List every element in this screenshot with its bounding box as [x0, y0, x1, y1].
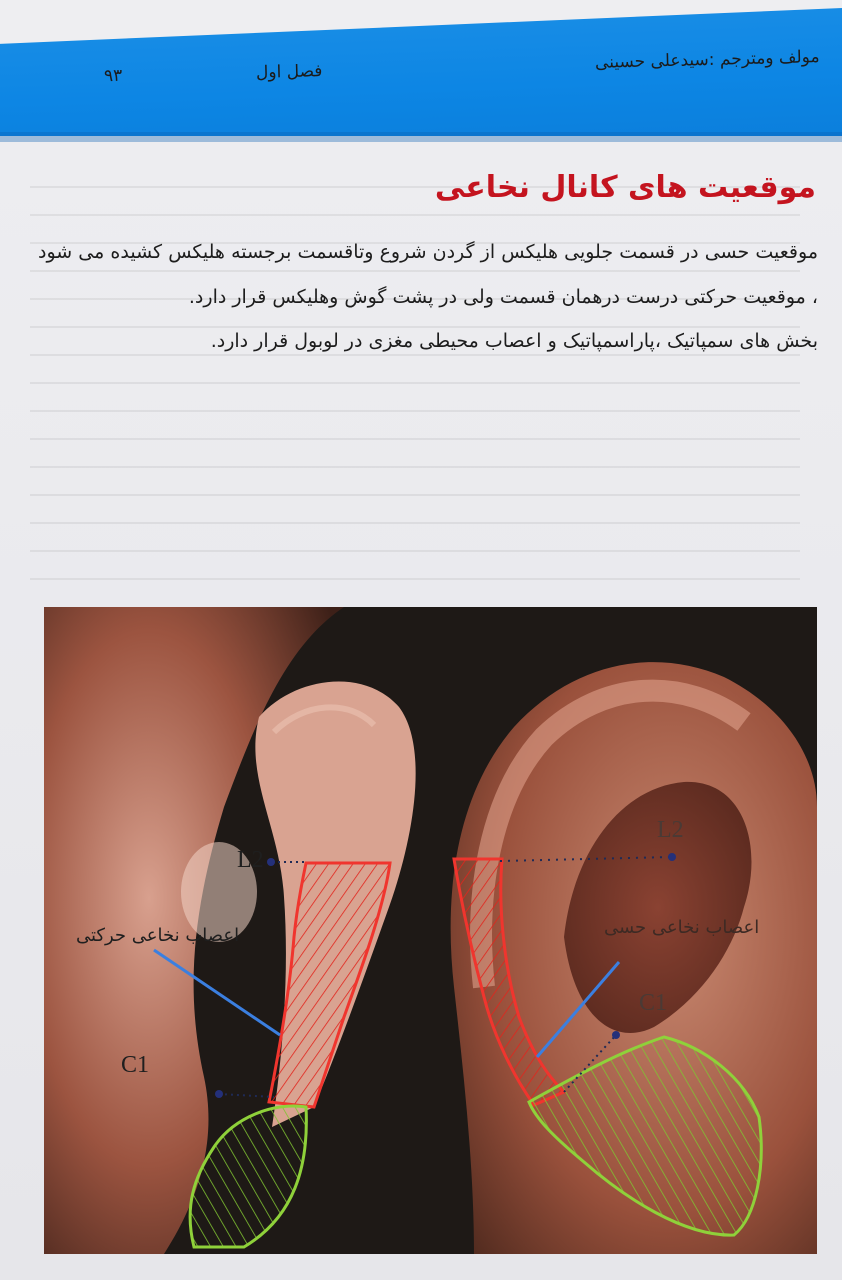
- paragraph-sensory-motor: موقعیت حسی در قسمت جلویی هلیکس از گردن شروع وتاقسمت برجسته هلیکس کشیده می شود ، موقعیت حرکتی درست درهمان قسمت ولی در پشت گوش وهلیکس قرار دارد.: [38, 241, 818, 308]
- ear-photo-figure: [44, 607, 817, 1254]
- bleed-through-text: [30, 160, 800, 580]
- left-label-l2: L2: [237, 847, 264, 873]
- left-label-c1: C1: [121, 1052, 150, 1078]
- left-c1-level-line: [219, 1094, 274, 1097]
- body-text: [38, 230, 818, 364]
- paragraph-lobule: بخش های سمپاتیک ،پاراسمپاتیک و اعصاب محیطی مغزی در لوبول قرار دارد.: [210, 330, 818, 352]
- left-nerve-label: اعصاب نخاعی حرکتی: [76, 925, 240, 946]
- header-band: [0, 8, 842, 136]
- header-rule: [0, 132, 842, 142]
- right-label-l2: L2: [657, 817, 684, 843]
- header-author: مولف ومترجم :سیدعلی حسینی: [595, 47, 821, 73]
- header-chapter: فصل اول: [255, 61, 323, 83]
- section-title: موقعیت های کانال نخاعی: [434, 170, 816, 206]
- right-label-c1: C1: [639, 990, 668, 1016]
- right-nerve-label: اعصاب نخاعی حسی: [604, 917, 760, 938]
- header-page-number: ۹۳: [103, 65, 123, 87]
